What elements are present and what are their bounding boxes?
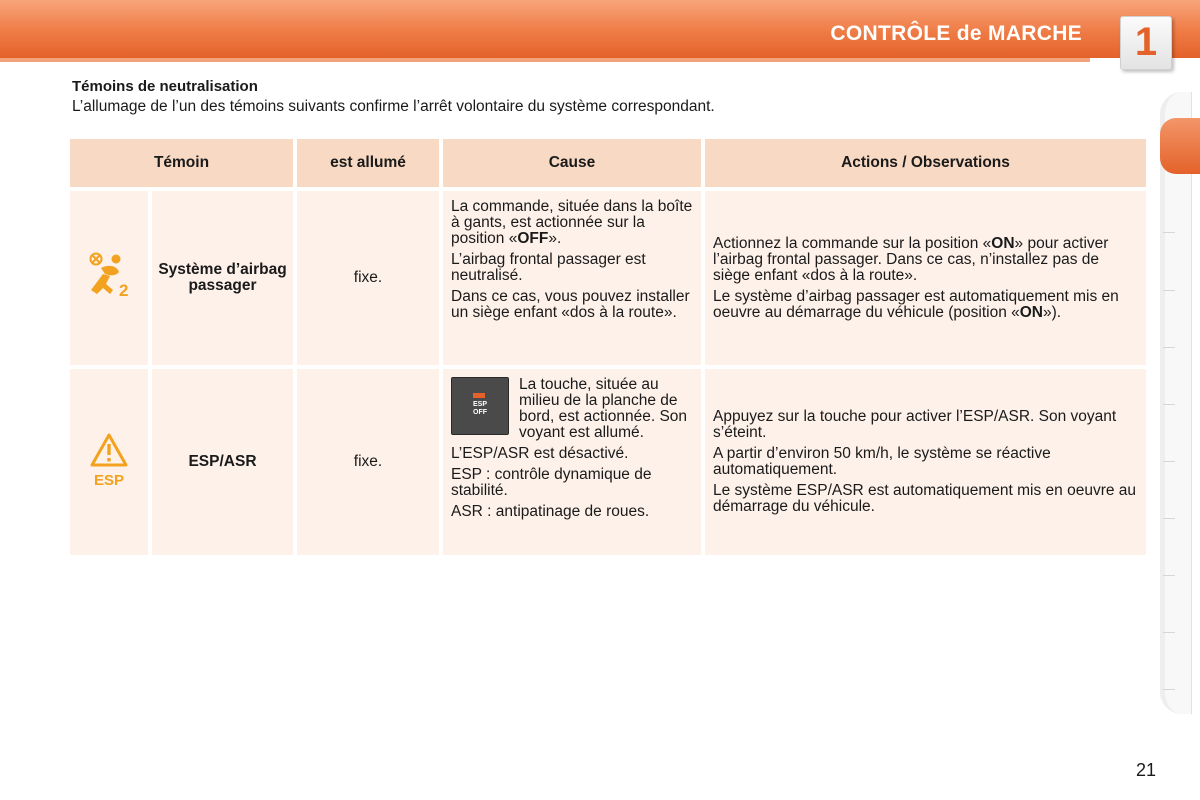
actions-cell xyxy=(705,191,1146,365)
cause-paragraph: ESP : contrôle dynamique de stabilité. xyxy=(451,466,652,499)
warning-lights-table xyxy=(66,135,1150,559)
rail-tick xyxy=(1163,347,1175,348)
column-header-actions: Actions / Observations xyxy=(705,139,1146,187)
light-state: fixe. xyxy=(297,191,439,365)
cause-paragraph: L’ESP/ASR est désactivé. xyxy=(451,445,629,462)
cause-text: La commande, située dans la boîte à gants, est actionnée sur la position « xyxy=(451,198,693,247)
rail-tick xyxy=(1163,575,1175,576)
rail-tick xyxy=(1163,689,1175,690)
actions-emphasis: ON xyxy=(1019,303,1043,321)
esp-icon-label: ESP xyxy=(93,472,125,488)
table-row xyxy=(70,191,1146,365)
svg-text:2: 2 xyxy=(119,281,129,300)
column-header-temoin: Témoin xyxy=(70,139,293,187)
cause-text: ». xyxy=(548,230,562,247)
table-header-row xyxy=(70,139,1146,187)
icon-cell xyxy=(70,191,148,365)
actions-paragraph xyxy=(713,289,1138,321)
actions-cell xyxy=(705,369,1146,555)
page-number: 21 xyxy=(1136,760,1157,780)
column-header-state: est allumé xyxy=(297,139,439,187)
section-title: Témoins de neutralisation xyxy=(72,78,258,95)
rail-tick xyxy=(1163,232,1175,233)
actions-text: Le système d’airbag passager est automatiquement mis en oeuvre au démarrage du véhicule (position « xyxy=(713,287,1119,321)
page-header xyxy=(0,0,1200,58)
cause-paragraph: La touche, située au milieu de la planche de bord, est actionnée. Son voyant est allumé. xyxy=(519,376,688,441)
rail-tick xyxy=(1163,290,1175,291)
cause-cell xyxy=(443,191,701,365)
side-tab-active[interactable] xyxy=(1160,118,1200,174)
actions-text: Actionnez la commande sur la position « xyxy=(713,234,992,252)
light-state: fixe. xyxy=(297,369,439,555)
cause-paragraph: L’airbag frontal passager est neutralisé. xyxy=(451,251,646,284)
actions-text: »). xyxy=(1043,303,1062,321)
actions-emphasis: ON xyxy=(991,234,1015,252)
actions-paragraph: Appuyez sur la touche pour activer l’ESP/ASR. Son voyant s’éteint. xyxy=(713,408,1117,441)
chapter-badge xyxy=(1120,16,1172,70)
cause-paragraph: ASR : antipatinage de roues. xyxy=(451,503,650,520)
chapter-number: 1 xyxy=(1134,20,1158,64)
airbag-passenger-off-icon xyxy=(83,252,135,300)
cause-cell xyxy=(443,369,701,555)
rail-tick xyxy=(1163,518,1175,519)
section-intro: L’allumage de l’un des témoins suivants confirme l’arrêt volontaire du système correspondant. xyxy=(72,98,715,115)
icon-cell xyxy=(70,369,148,555)
esp-off-button-icon xyxy=(451,377,509,435)
cause-paragraph xyxy=(451,199,693,247)
chapter-title: CONTRÔLE de MARCHE xyxy=(830,22,1082,45)
button-label-line: ESP xyxy=(472,401,487,408)
esp-warning-icon xyxy=(89,432,129,488)
button-label xyxy=(452,401,508,417)
side-navigation-rail xyxy=(1160,92,1192,714)
actions-text: » pour activer l’airbag frontal passager. Dans ce cas, n’installez pas de siège enfant «dos à la route». xyxy=(713,234,1109,284)
rail-tick xyxy=(1163,404,1175,405)
actions-paragraph xyxy=(713,236,1138,284)
cause-emphasis: OFF xyxy=(517,230,549,247)
header-accent-line xyxy=(0,58,1090,62)
system-name: ESP/ASR xyxy=(152,369,293,555)
button-led xyxy=(473,393,485,398)
column-header-cause: Cause xyxy=(443,139,701,187)
table-row xyxy=(70,369,1146,555)
button-label-line: OFF xyxy=(473,409,487,416)
cause-paragraph: Dans ce cas, vous pouvez installer un siège enfant «dos à la route». xyxy=(451,288,690,321)
actions-paragraph: Le système ESP/ASR est automatiquement mis en oeuvre au démarrage du véhicule. xyxy=(713,482,1137,515)
rail-tick xyxy=(1163,461,1175,462)
actions-paragraph: A partir d’environ 50 km/h, le système se réactive automatiquement. xyxy=(713,445,1051,478)
rail-tick xyxy=(1163,632,1175,633)
system-name: Système d’airbag passager xyxy=(152,191,293,365)
